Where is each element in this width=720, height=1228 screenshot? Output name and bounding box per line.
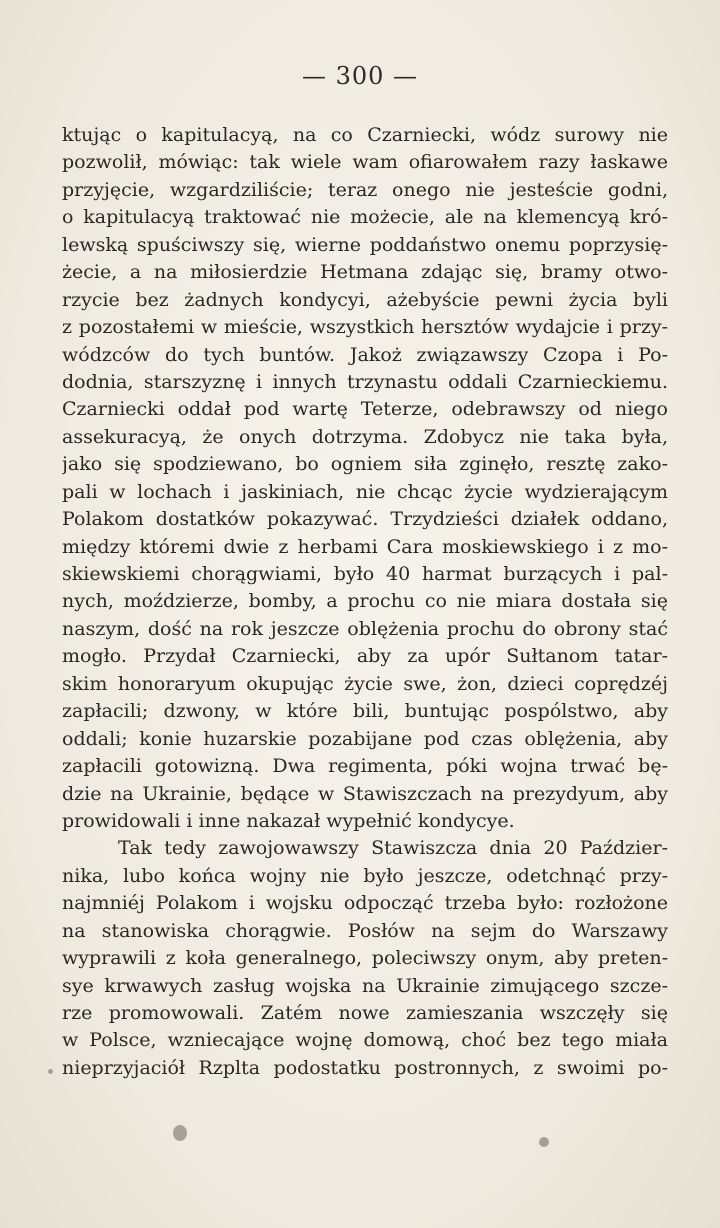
page-body: [62, 122, 668, 1082]
text-line: naszym, dość na rok jeszcze oblężenia prochu do obrony stać: [62, 617, 668, 640]
text-line: ktując o kapitulacyą, na co Czarniecki, wódz surowy nie: [62, 124, 668, 146]
text-line: z pozostałemi w mieście, wszystkich hersztów wydajcie i przy-: [62, 316, 668, 339]
text-line: pozwolił, mówiąc: tak wiele wam ofiarowałem razy łaskawe: [62, 151, 668, 174]
text-line: oddali; konie huzarskie pozabijane pod czas oblężenia, aby: [62, 727, 668, 750]
ink-spot: [173, 1125, 187, 1141]
text-line: assekuracyą, że onych dotrzyma. Zdobycz nie taka była,: [62, 425, 668, 448]
ink-spot: [539, 1137, 549, 1147]
text-line: dodnia, starszyznę i innych trzynastu oddali Czarnieckiemu.: [62, 370, 668, 393]
text-line: dzie na Ukrainie, będące w Stawiszczach na prezydyum, aby: [62, 782, 668, 805]
text-line: jako się spodziewano, bo ogniem siła zginęło, resztę zako-: [62, 453, 668, 476]
text-line: w Polsce, wzniecające wojnę domową, choć bez tego miała: [62, 1029, 668, 1052]
text-line: Czarniecki oddał pod wartę Teterze, odebrawszy od niego: [62, 398, 668, 421]
text-line: zapłacili gotowizną. Dwa regimenta, póki wojna trwać bę-: [62, 755, 668, 778]
text-line: prowidowali i inne nakazał wypełnić kondycye.: [62, 809, 515, 832]
text-line: lewską spuściwszy się, wierne poddaństwo onemu poprzysię-: [62, 233, 668, 256]
text-line: nika, lubo końca wojny nie było jeszcze, odetchnąć przy-: [62, 864, 668, 887]
text-line: rze promowowali. Zatém nowe zamieszania wszczęły się: [62, 1002, 668, 1024]
text-line: Tak tedy zawojowawszy Stawiszcza dnia 20 Paździer-: [118, 837, 668, 860]
paragraph-2: [62, 835, 668, 1082]
page-number: — 300 —: [301, 62, 419, 90]
text-line: żecie, a na miłosierdzie Hetmana zdając się, bramy otwo-: [62, 261, 668, 284]
text-line: pali w lochach i jaskiniach, nie chcąc życie wydzierającym: [62, 480, 668, 503]
text-line: mogło. Przydał Czarniecki, aby za upór Sułtanom tatar-: [62, 645, 668, 668]
text-line: wódzców do tych buntów. Jakoż związawszy Czopa i Po-: [62, 343, 668, 366]
text-line: skiewskiemi chorągwiami, było 40 harmat burzących i pal-: [62, 563, 668, 585]
text-line: skim honoraryum okupując życie swe, żon, dzieci coprędzéj: [62, 672, 668, 695]
paragraph-1: [62, 122, 668, 835]
text-line: przyjęcie, wzgardziliście; teraz onego nie jesteście godni,: [62, 178, 668, 201]
text-line: wyprawili z koła generalnego, poleciwszy onym, aby preten-: [62, 947, 668, 970]
text-line: nieprzyjaciół Rzplta podostatku postronnych, z swoimi po-: [62, 1056, 668, 1079]
text-line: na stanowiska chorągwie. Posłów na sejm do Warszawy: [62, 919, 668, 942]
text-line: najmniéj Polakom i wojsku odpocząć trzeba było: rozłożone: [62, 892, 668, 915]
text-line: nych, moździerze, bomby, a prochu co nie miara dostała się: [62, 590, 668, 613]
text-line: rzycie bez żadnych kondycyi, ażebyście pewni życia byli: [62, 288, 668, 311]
ink-spot: [48, 1069, 53, 1074]
text-line: między któremi dwie z herbami Cara moskiewskiego i z mo-: [62, 535, 668, 558]
text-line: zapłacili; dzwony, w które bili, buntując pospólstwo, aby: [62, 700, 668, 723]
text-line: sye krwawych zasług wojska na Ukrainie zimującego szcze-: [62, 974, 668, 997]
text-line: Polakom dostatków pokazywać. Trzydzieści działek oddano,: [62, 508, 668, 531]
text-line: o kapitulacyą traktować nie możecie, ale na klemencyą kró-: [62, 206, 668, 229]
